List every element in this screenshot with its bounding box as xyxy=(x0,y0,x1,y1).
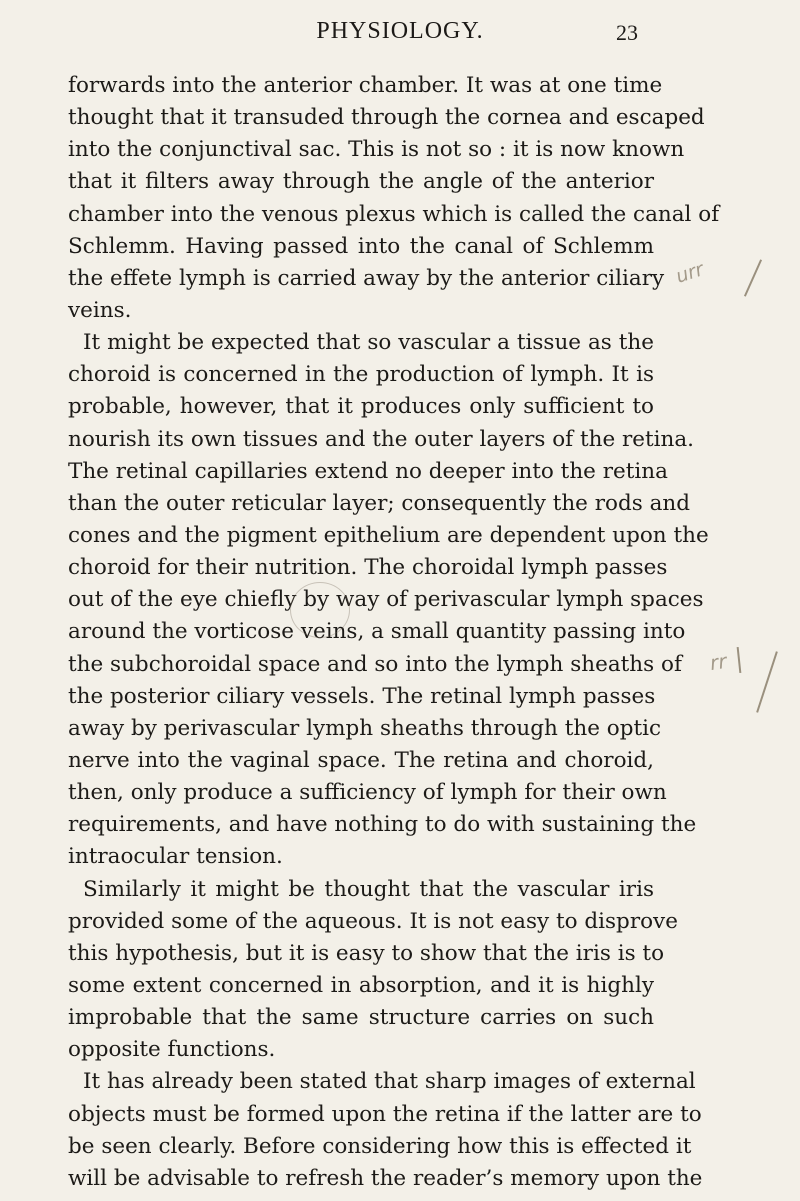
text-line: objects must be formed upon the retina if the latter are to xyxy=(68,1101,702,1127)
text-line: requirements, and have nothing to do with sustaining the xyxy=(68,812,697,838)
text-line: will be advisable to refresh the reader’s memory upon the xyxy=(68,1165,703,1191)
paragraph-start: Similarly it might be thought that the vascular iris xyxy=(83,876,654,902)
pencil-stroke xyxy=(737,647,742,673)
text-line: around the vorticose veins, a small quantity passing into xyxy=(68,619,686,645)
pencil-stroke xyxy=(756,651,778,712)
text-line: the subchoroidal space and so into the lymph sheaths of xyxy=(68,651,682,677)
text-line: provided some of the aqueous. It is not easy to disprove xyxy=(68,908,678,934)
text-line: thought that it transuded through the cornea and escaped xyxy=(68,105,705,131)
text-line: choroid is concerned in the production of lymph. It is xyxy=(68,362,654,388)
text-line: some extent concerned in absorption, and it is highly xyxy=(68,972,654,998)
text-line: the effete lymph is carried away by the anterior ciliary xyxy=(68,265,665,291)
text-line: improbable that the same structure carries on such xyxy=(68,1005,654,1031)
paragraph-start: It might be expected that so vascular a tissue as the xyxy=(83,330,654,356)
text-line: into the conjunctival sac. This is not so : it is now known xyxy=(68,137,685,163)
text-line: the posterior ciliary vessels. The retinal lymph passes xyxy=(68,683,656,709)
pencil-circle-mark xyxy=(290,582,350,638)
page-number: 23 xyxy=(616,20,638,45)
text-line: be seen clearly. Before considering how this is effected it xyxy=(68,1133,692,1159)
pencil-stroke xyxy=(744,259,762,296)
page-header xyxy=(0,18,800,52)
text-line: then, only produce a sufficiency of lymph for their own xyxy=(68,780,667,806)
text-line: away by perivascular lymph sheaths through the optic xyxy=(68,715,662,741)
text-line: cones and the pigment epithelium are dependent upon the xyxy=(68,522,709,548)
running-head: PHYSIOLOGY. xyxy=(316,18,484,44)
text-line: choroid for their nutrition. The choroidal lymph passes xyxy=(68,555,668,581)
text-line: chamber into the venous plexus which is called the canal of xyxy=(68,201,720,227)
text-line: The retinal capillaries extend no deeper into the retina xyxy=(68,458,668,484)
text-line: this hypothesis, but it is easy to show that the iris is to xyxy=(68,940,665,966)
text-line: forwards into the anterior chamber. It was at one time xyxy=(68,73,663,98)
text-line: out of the eye chiefly by way of perivascular lymph spaces xyxy=(68,587,704,613)
handwritten-margin-note: urr xyxy=(673,258,707,288)
text-line: Schlemm. Having passed into the canal of Schlemm xyxy=(68,233,654,259)
text-line: that it filters away through the angle of the anterior xyxy=(68,169,654,195)
paragraph-start: It has already been stated that sharp images of external xyxy=(83,1069,696,1095)
handwritten-margin-note: rr xyxy=(708,648,729,676)
text-line: veins. xyxy=(68,297,132,323)
text-line: opposite functions. xyxy=(68,1037,276,1063)
text-line: nerve into the vaginal space. The retina and choroid, xyxy=(68,747,654,773)
text-line: than the outer reticular layer; consequently the rods and xyxy=(68,490,691,516)
text-line: nourish its own tissues and the outer layers of the retina. xyxy=(68,426,695,452)
text-line: probable, however, that it produces only sufficient to xyxy=(68,394,654,420)
text-line: intraocular tension. xyxy=(68,844,283,870)
